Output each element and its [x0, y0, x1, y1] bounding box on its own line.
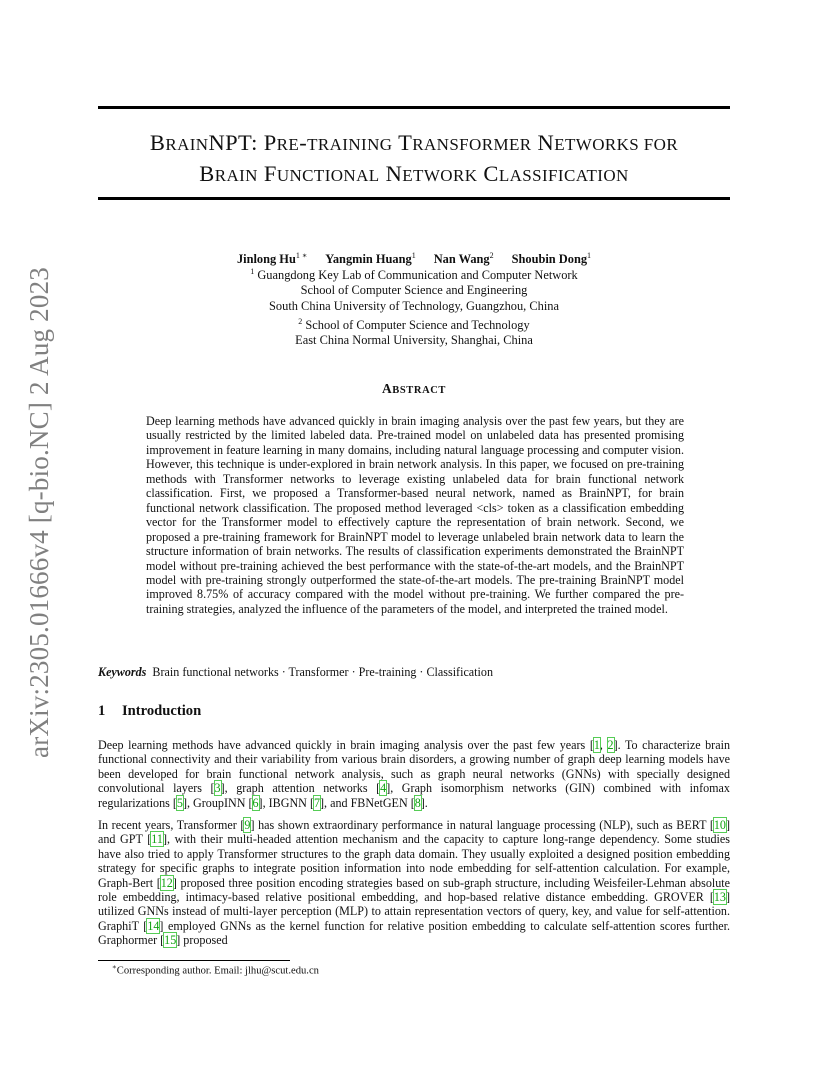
citation-link[interactable]: 12: [160, 875, 173, 890]
footnote: [112, 963, 319, 977]
title-cap: F: [257, 161, 277, 186]
section-heading-introduction: [98, 703, 201, 720]
title-smallcaps: UNCTIONAL: [276, 166, 380, 185]
abstract-text: Deep learning methods have advanced quickly in brain imaging analysis over the past few years, but they are usually restricted by the limited labeled data. Pre-trained model on unlabeled data has presented promising improvement in feature learning in many domains, including natural language processing and computer vision. However, this technique is under-explored in brain network analysis. In this paper, we focused on pre-training methods with Transformer networks to leverage existing unlabeled data for brain functional network classification. First, we proposed a Transformer-based neural network, named as BrainNPT, for brain functional network classification. The proposed method leveraged <cls> token as a classification embedding vector for the Transformer model to effectively capture the representation of brain network. Second, we proposed a pre-training framework for BrainNPT model to leverage unlabeled brain network data to learn the structure information of brain networks. The results of classification experiments demonstrated the BrainNPT model without pre-training achieved the best performance with the state-of-the-art models, and the BrainNPT model with pre-training strongly outperformed the state-of-the-art models. The pre-training BrainNPT model improved 8.75% of accuracy compared with the model without pre-training. We further compared the pre-training strategies, analyzed the influence of the parameters of the model, and interpreted the trained model.: [146, 414, 684, 616]
citation-link[interactable]: 8: [414, 795, 421, 810]
title-smallcaps: ETWORK: [402, 166, 478, 185]
title-cap: N: [531, 130, 555, 155]
intro-paragraph-2: [98, 818, 730, 948]
title-cap: B: [149, 130, 166, 155]
title-smallcaps: RE: [276, 135, 300, 154]
paragraph-text: ], Graph isomorphism networks (GIN) combined with infomax regularizations [: [98, 781, 730, 810]
author-affiliation-mark: 1: [411, 251, 416, 260]
abstract-heading-cap: A: [381, 381, 393, 396]
affiliation-line: [98, 283, 730, 298]
title-cap: B: [199, 161, 215, 186]
title-smallcaps: ETWORKS FOR: [554, 135, 679, 154]
paragraph-text: In recent years, Transformer [: [98, 818, 245, 832]
author-affiliation-mark: 2: [489, 251, 494, 260]
footnote-rule: [98, 960, 290, 961]
citation-link[interactable]: 15: [164, 933, 177, 948]
citation-link[interactable]: 10: [713, 818, 726, 832]
paragraph-text: ]. To characterize brain functional connectivity and their variability from various brain disorders, a growing number of graph deep learning models have been developed for brain functional network analysis, such as graph neural networks (GNNs) with specially designed convolutional layers [: [98, 738, 730, 796]
paper-title: [98, 128, 730, 190]
affiliation-line: [98, 333, 730, 348]
paragraph-text: ,: [599, 738, 608, 752]
title-smallcaps: RAIN: [214, 166, 258, 185]
citation-link[interactable]: 13: [713, 890, 726, 905]
affiliation-mark: 2: [298, 316, 303, 326]
citation-link[interactable]: 3: [214, 781, 221, 796]
title-rule-bottom: [98, 197, 730, 200]
title-line-1: [98, 128, 730, 159]
keywords: [98, 665, 730, 680]
arxiv-identifier-text: arXiv:2305.01666v4 [q-bio.NC] 2 Aug 2023: [23, 266, 54, 758]
footnote-mark: ∗: [112, 963, 117, 971]
paragraph-text: ] proposed three position encoding strategies based on sub-graph structure, including Weisfeiler-Lehman absolute role embedding, intimacy-based relative positional embedding, and hop-based relative distance embedding. GROVER [: [98, 875, 730, 905]
section-number: 1: [98, 703, 106, 719]
affiliation-line: [98, 299, 730, 314]
paragraph-text: ] utilized GNNs instead of multi-layer perception (MLP) to attain representation vectors of query, key, and value for self-attention. GraphiT [: [98, 890, 730, 933]
keywords-text: Brain functional networks · Transformer · Pre-training · Classification: [152, 665, 493, 679]
arxiv-identifier: [18, 232, 60, 792]
paragraph-text: ], with their multi-headed attention mechanism and the capacity to capture long-range dependency. Some studies have also tried to apply Transformer structures to the graph data domain. They usually exploited a designed position embedding strategy for specific graphs to integrate position information into node embedding for self-attention calculation. For example, Graph-Bert [: [98, 832, 730, 890]
affiliation-text: Guangdong Key Lab of Communication and Computer Network: [257, 268, 578, 283]
title-cap: N: [379, 161, 403, 186]
title-cap: T: [392, 130, 413, 155]
paragraph-text: ], graph attention networks [: [220, 781, 381, 796]
paragraph-text: ] has shown extraordinary performance in natural language processing (NLP), such as BERT [: [250, 818, 714, 832]
title-cap: -: [299, 130, 308, 155]
paragraph-text: ], and FBNetGEN [: [320, 795, 415, 810]
citation-link[interactable]: 5: [176, 795, 183, 810]
affiliation-text: East China Normal University, Shanghai, China: [295, 333, 533, 348]
affiliation-mark: 1: [250, 267, 255, 276]
title-line-2: [98, 159, 730, 190]
paragraph-text: ] employed GNNs as the kernel function for relative position embedding to calculate self-attention scores further. Graphormer [: [98, 918, 730, 948]
citation-link[interactable]: 2: [607, 738, 614, 752]
paragraph-text: ] proposed: [176, 933, 228, 948]
paragraph-text: ] and GPT [: [98, 818, 730, 847]
author-name: Nan Wang: [433, 252, 490, 267]
title-smallcaps: TRAINING: [307, 135, 393, 154]
citation-link[interactable]: 1: [593, 738, 600, 752]
intro-paragraph-1: [98, 738, 730, 810]
affiliation-line: [98, 314, 730, 333]
affiliation-text: School of Computer Science and Technology: [305, 317, 530, 332]
abstract-heading: [98, 381, 730, 397]
paragraph-text: ].: [420, 795, 428, 810]
abstract-heading-rest: BSTRACT: [392, 385, 447, 396]
author-affiliation-mark: 1: [587, 251, 592, 260]
title-cap: NPT: P: [208, 130, 277, 155]
affiliation-line: [98, 264, 730, 283]
citation-link[interactable]: 11: [151, 832, 163, 847]
paragraph-text: ], IBGNN [: [258, 795, 314, 810]
footnote-text: Corresponding author. Email: jlhu@scut.edu.cn: [116, 965, 319, 977]
author-name: Shoubin Dong: [511, 252, 588, 267]
paragraph-text: Deep learning methods have advanced quickly in brain imaging analysis over the past few years [: [98, 738, 594, 752]
title-rule-top: [98, 106, 730, 109]
affiliations: [98, 264, 730, 348]
citation-link[interactable]: 9: [244, 818, 251, 832]
author-name: Yangmin Huang: [325, 252, 412, 267]
affiliation-text: School of Computer Science and Engineering: [300, 283, 528, 298]
section-title: Introduction: [122, 703, 202, 719]
citation-link[interactable]: 14: [147, 918, 160, 933]
title-cap: C: [477, 161, 499, 186]
affiliation-text: South China University of Technology, Guangzhou, China: [269, 298, 559, 313]
author-affiliation-mark: 1 ∗: [295, 251, 308, 260]
citation-link[interactable]: 7: [313, 795, 321, 810]
author-name: Jinlong Hu: [236, 252, 296, 267]
title-smallcaps: RANSFORMER: [412, 135, 532, 154]
keywords-label: Keywords: [98, 665, 147, 679]
title-smallcaps: LASSIFICATION: [498, 166, 629, 185]
citation-link[interactable]: 6: [252, 795, 259, 810]
citation-link[interactable]: 4: [380, 781, 387, 796]
paragraph-text: ], GroupINN [: [182, 795, 253, 810]
title-smallcaps: RAIN: [165, 135, 209, 154]
